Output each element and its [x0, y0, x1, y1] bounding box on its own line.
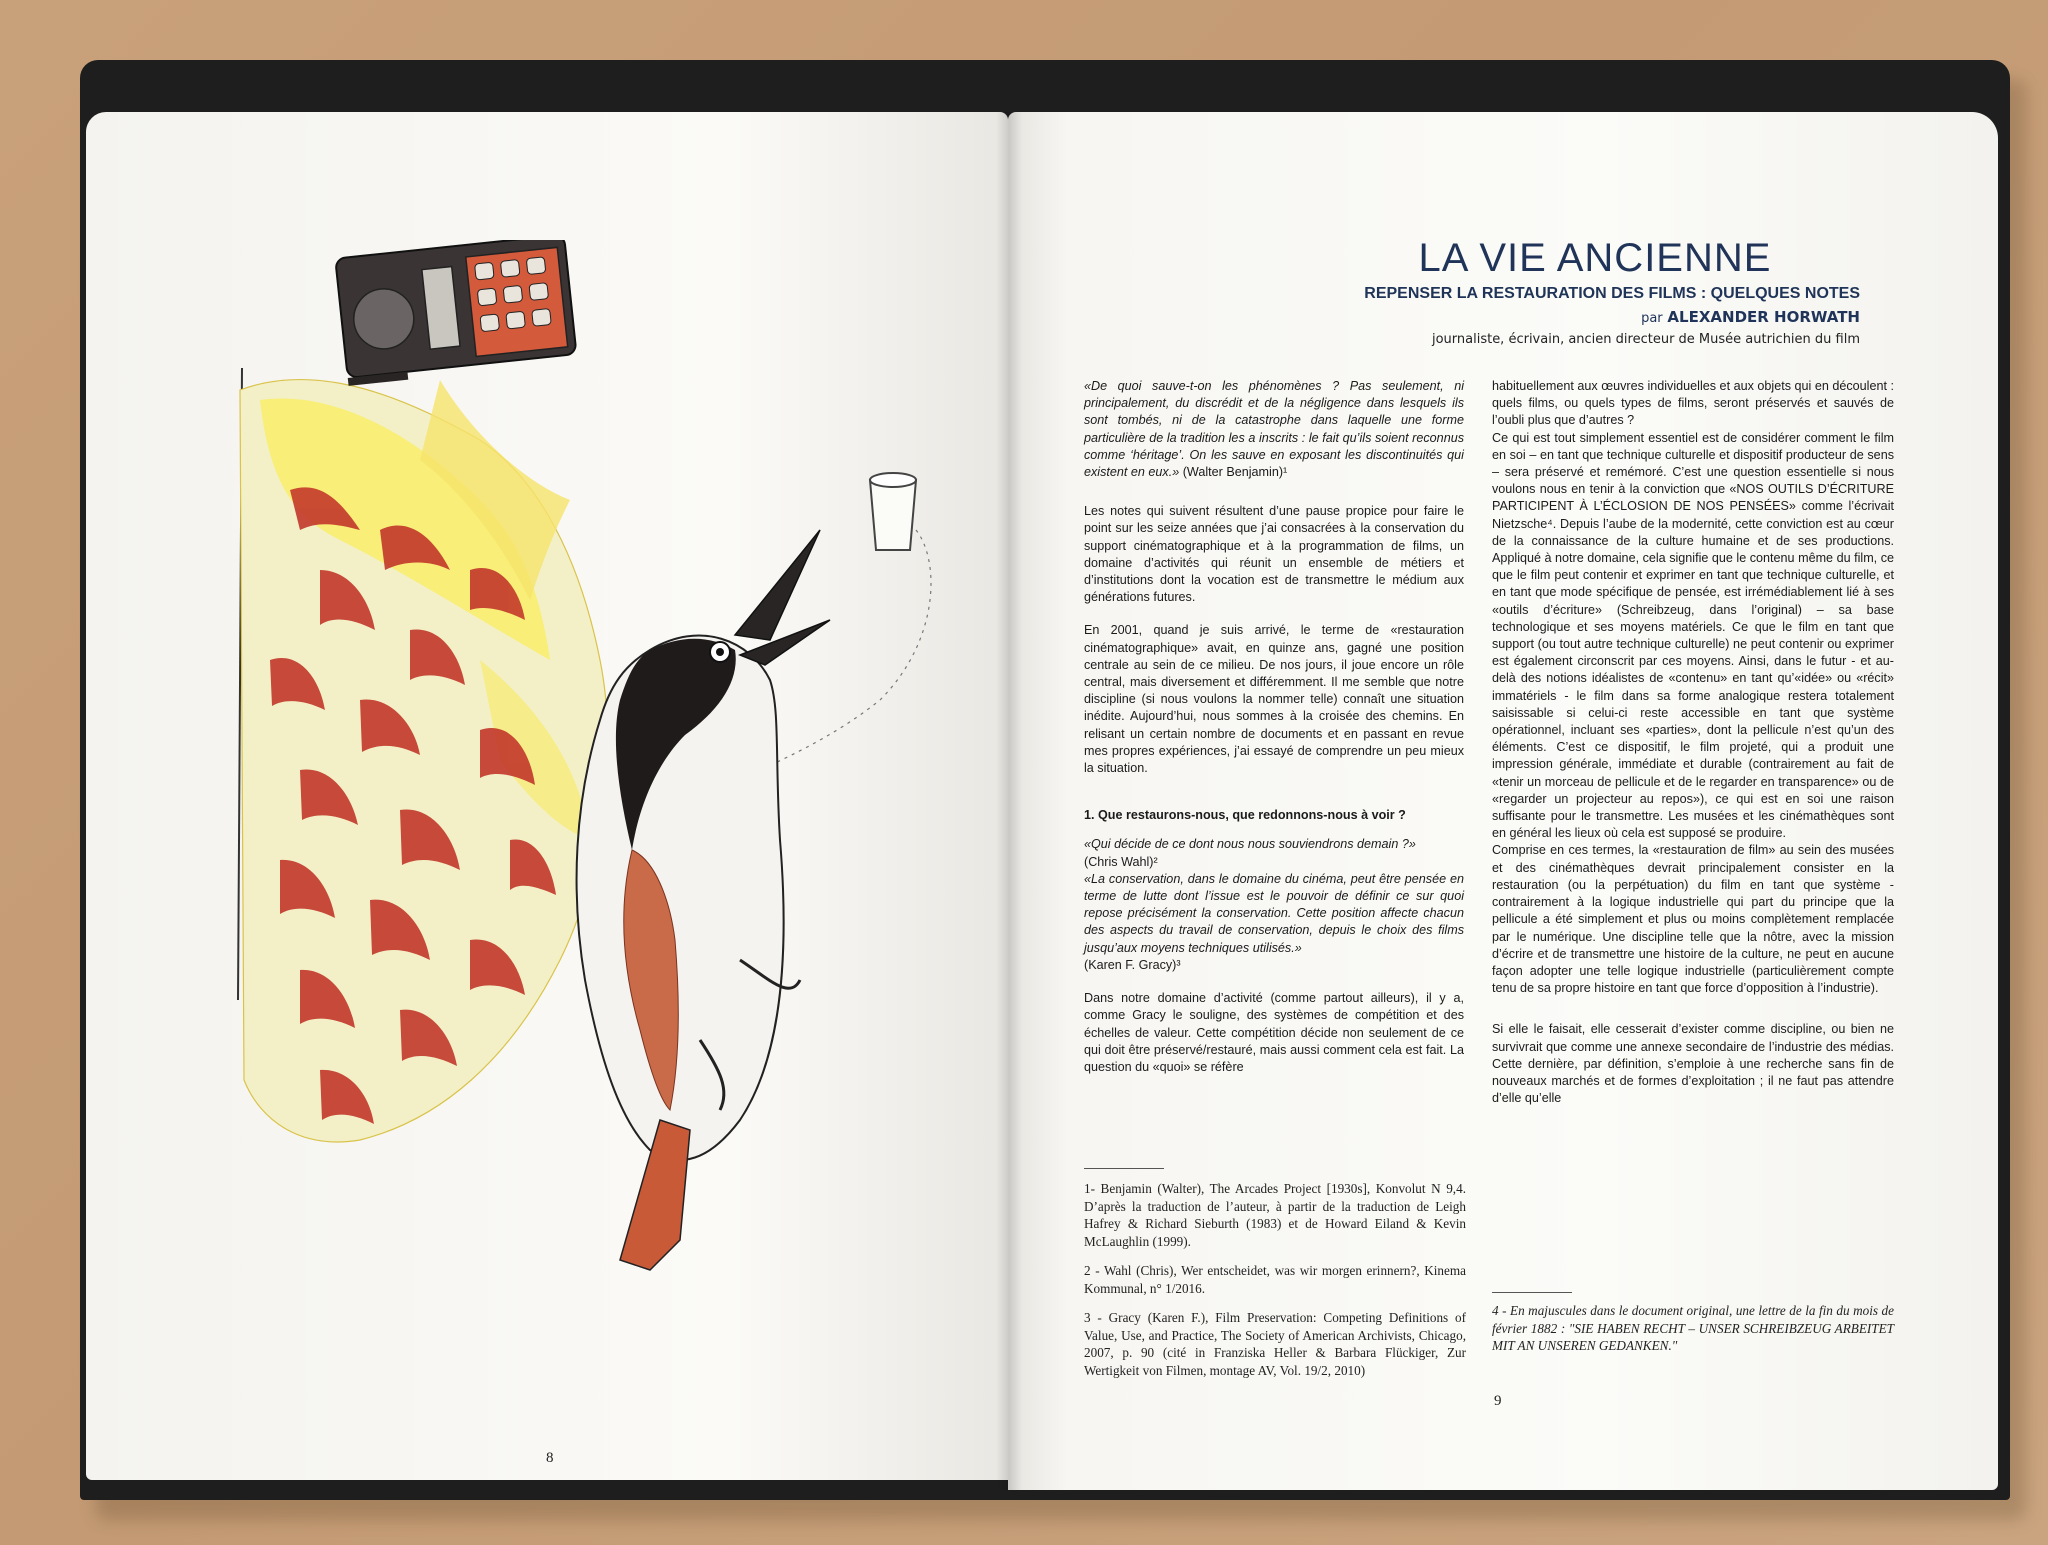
author-affiliation: journaliste, écrivain, ancien directeur de Musée autrichien du film	[1431, 332, 1860, 347]
text-column-right	[1492, 378, 1894, 1123]
epigraph-text: «De quoi sauve-t-on les phénomènes ? Pas seulement, ni principalement, du discrédit et de la négligence dans lesquels ils sont tombés, ni de la catastrophe dans laquelle une forme particulière de la tradition les a inscrits : le fait qu’ils soient reconnus comme ‘héritage’. On les sauve en exposant les discontinuités qui existent en eux.»	[1084, 379, 1464, 480]
footnote: 1- Benjamin (Walter), The Arcades Project [1930s], Konvolut N 9,4. D’après la traduction de l’auteur, à partir de la traduction de Leigh Hafrey & Richard Sieburth (1983) et de Howard Eiland & Kevin McLaughlin (1999).	[1084, 1181, 1466, 1249]
footnote-rule-right	[1492, 1292, 1572, 1293]
article-subtitle: REPENSER LA RESTAURATION DES FILMS : QUELQUES NOTES	[1364, 285, 1860, 302]
footnote-rule-left	[1084, 1168, 1164, 1169]
article-header	[1280, 236, 1860, 348]
paragraph: En 2001, quand je suis arrivé, le terme de «restauration cinématographique» avait, en quinze ans, gagné une position centrale au sein de ce milieu. De nos jours, il joue encore un rôle central, mais diversement et différemment. Il me semble que notre discipline (si nous voulons la nommer telle) connaît une situation inédite. Aujourd’hui, nous sommes à la croisée des chemins. En relisant un certain nombre de documents et en passant en revue mes propres expériences, j’ai essayé de comprendre un peu mieux la situation.	[1084, 623, 1464, 776]
quote-source: (Chris Wahl)²	[1084, 854, 1158, 869]
byline	[1280, 308, 1860, 328]
epigraph-source: (Walter Benjamin)¹	[1182, 465, 1288, 480]
quote-text: «Qui décide de ce dont nous nous souviendrons demain ?»	[1084, 837, 1416, 852]
quote	[1084, 871, 1464, 974]
quote	[1084, 836, 1464, 870]
page-number-right: 9	[1494, 1393, 1502, 1409]
page-number-left: 8	[546, 1450, 554, 1466]
paragraph: Ce qui est tout simplement essentiel est de considérer comment le film en soi – en tant que technique culturelle et dispositif producteur de sens – sera préservé et remémoré. C’est une question essentielle si nous voulons nous en tenir à la conviction que «NOS OUTILS D’ÉCRITURE PARTICIPENT À L’ÉCLOSION DE NOS PENSÉES» comme l’écrivait Nietzsche⁴. Depuis l’aube de la modernité, cette conviction est au cœur de la connaissance de la culture humaine et de ses productions. Appliqué à notre domaine, cela signifie que le contenu même du film, ce que le film peut contenir et exprimer en tant que technique culturelle, et en tant que mode spécifique de pensée, est irrémédiablement lié à ses «outils d’écriture» (Schreibzeug, dans l’original) – sa base technologique et ses moyens matériels. Ce que le film en tant que support (ou tout autre technique culturelle) ne peut contenir ou exprimer est également circonscrit par ces moyens. Ainsi, dans le futur - et au-delà des notions idéalistes de «contenu» en tant qu’«idée» ou «récit» immatériels - le film dans sa forme analogique restera totalement saisissable si celui-ci reste accessible en tant que système opérationnel, incluant ses «parties», dont la pellicule n’est qu’un des éléments. C’est ce dispositif, le film projeté, qui a produit une impression générale, immédiate et durable (contrairement au fait de «tenir un morceau de pellicule et de le regarder en transparence» ou de «regarder un projecteur au repos»), ce qui est en soi une raison suffisante pour le transmettre. Les musées et les cinémathèques sont en général les lieux où cela est supposé se produire.	[1492, 430, 1894, 841]
section-heading: 1. Que restaurons-nous, que redonnons-nous à voir ?	[1084, 808, 1406, 823]
quote-text: «La conservation, dans le domaine du cinéma, peut être pensée en terme de lutte dont l’issue est le pouvoir de définir ce sur quoi repose précisément la conservation. Cette position affecte chacun des aspects du travail de conservation, depuis le choix des films jusqu’aux moyens techniques utilisés.»	[1084, 871, 1464, 955]
page-gutter	[996, 112, 1022, 1490]
article-title: LA VIE ANCIENNE	[1418, 236, 1772, 280]
author-name: ALEXANDER HORWATH	[1667, 308, 1860, 326]
footnote: 2 - Wahl (Chris), Wer entscheidet, was wir morgen erinnern?, Kinema Kommunal, n° 1/2016.	[1084, 1263, 1466, 1296]
text-column-left	[1084, 378, 1464, 1092]
byline-prefix: par	[1641, 311, 1663, 326]
bird-phone-fire-illustration	[180, 240, 970, 1280]
footnote: 4 - En majuscules dans le document original, une lettre de la fin du mois de février 1882 : "SIE HABEN RECHT – UNSER SCHREIBZEUG ARBEITET MIT AN UNSEREN GEDANKEN."	[1492, 1303, 1894, 1353]
epigraph	[1084, 378, 1464, 481]
bird-drawing	[577, 530, 830, 1270]
paragraph: Comprise en ces termes, la «restauration de film» au sein des musées et des cinémathèques devrait principalement consister en la restauration (ou la perpétuation) du film en tant que système - contrairement à la logique industrielle qui part du principe que la pellicule a été simplement et plus ou moins complètement remplacée par le numérique. Une discipline telle que la nôtre, avec la mission d’écrire et de transmettre une histoire de la culture, ne peut en aucune façon adopter une telle logique industrielle (particulièrement compte tenu de sa propre histoire en tant que force d’opposition à l’industrie).	[1492, 843, 1894, 996]
paragraph: Dans notre domaine d’activité (comme partout ailleurs), il y a, comme Gracy le souligne, des systèmes de compétition et des échelles de valeur. Cette compétition décide non seulement de ce qui doit être préservé/restauré, mais aussi comment cela est fait. La question du «quoi» se réfère	[1084, 991, 1464, 1074]
paragraph: Si elle le faisait, elle cesserait d’exister comme discipline, ou bien ne survivrait que comme une annexe secondaire de l’industrie des médias. Cette dernière, par définition, s’emploie à une recherche sans fin de nouveaux marchés et de formes d’exploitation ; il ne faut pas attendre d’elle qu’elle	[1492, 1022, 1894, 1106]
footnotes-left	[1084, 1180, 1466, 1391]
paragraph: Les notes qui suivent résultent d’une pause propice pour faire le point sur les seize années que j’ai consacrées à la conservation du support cinématographique et à la programmation de films, un domaine d’activités qui réunit un ensemble de métiers et d’institutions dont la vocation est de transmettre le médium aux générations futures.	[1084, 504, 1464, 605]
footnote-right	[1492, 1302, 1894, 1367]
footnote: 3 - Gracy (Karen F.), Film Preservation: Competing Definitions of Value, Use, and Practice, The Society of American Archivists, Chicago, 2007, p. 90 (cité in Franziska Heller & Barbara Flückiger, Zur Wertigkeit von Filmen, montage AV, Vol. 19/2, 2010)	[1084, 1310, 1466, 1378]
mobile-phone-drawing	[335, 240, 577, 386]
flames-drawing	[240, 380, 608, 1142]
quote-source: (Karen F. Gracy)³	[1084, 957, 1181, 972]
paragraph: habituellement aux œuvres individuelles et aux objets qui en découlent : quels films, ou quels types de films, seront préservés et sauvés de l’oubli plus que d’autres ?	[1492, 379, 1894, 428]
